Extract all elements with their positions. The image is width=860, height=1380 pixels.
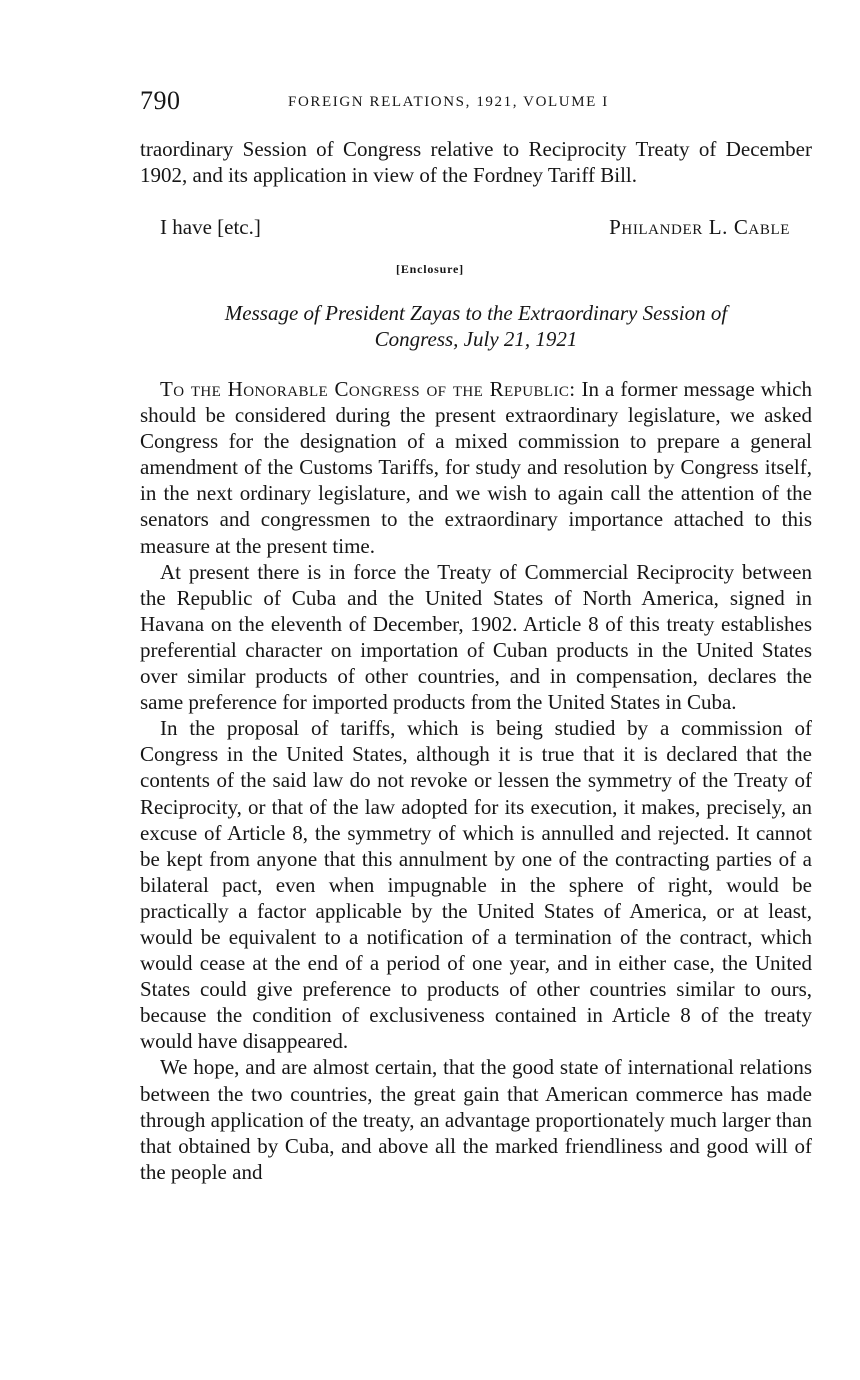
message-title-line-1: Message of President Zayas to the Extraordinary Session of — [224, 301, 728, 325]
enclosure-label: [Enclosure] — [396, 262, 464, 276]
running-head: FOREIGN RELATIONS, 1921, VOLUME I — [288, 94, 609, 110]
page-number: 790 — [140, 86, 181, 115]
page-header — [140, 86, 812, 120]
body-paragraph-1 — [140, 376, 812, 559]
addressee: To the Honorable Congress of the Republic: — [160, 377, 576, 401]
body-paragraph-3: In the proposal of tariffs, which is being studied by a commission of Congress in the United States, although it is true that it is declared that the contents of the said law do not revoke or lessen the symmetry of the Treaty of Reciprocity, or that of the law adopted for its execution, it makes, precisely, an excuse of Article 8, the symmetry of which is annulled and rejected. It cannot be kept from anyone that this annulment by one of the contracting parties of a bilateral pact, even when impugnable in the sphere of right, would be practically a factor applicable by the United States of America, or at least, would be equivalent to a notification of a termination of the contract, which would cease at the end of a period of one year, and in either case, the United States could give preference to products of other countries similar to ours, because the condition of exclusiveness contained in Article 8 of the treaty would have disappeared. — [140, 716, 812, 1054]
message-title — [140, 300, 812, 352]
message-body — [140, 376, 812, 1185]
signoff-greeting: I have [etc.] — [160, 215, 261, 239]
continuation-block — [140, 136, 812, 188]
body-paragraph-1-text: In a former message which should be considered during the present extraordinary legislature, we asked Congress for the designation of a mixed commission to prepare a general amendment of the Customs Tariffs, for study and resolution by Congress itself, in the next ordinary legislature, and we wish to again call the attention of the senators and congressmen to the extraordinary importance attached to this measure at the present time. — [140, 377, 813, 558]
message-title-line-2: Congress, July 21, 1921 — [374, 327, 578, 351]
body-paragraph-2: At present there is in force the Treaty of Commercial Reciprocity between the Republic of Cuba and the United States of North America, signed in Havana on the eleventh of December, 1902. Article 8 of this treaty establishes preferential character on importation of Cuban products in the United States over similar products of other countries, and in compensation, declares the same preference for imported products from the United States in Cuba. — [140, 559, 812, 715]
continuation-paragraph: traordinary Session of Congress relative to Reciprocity Treaty of December 1902, and its application in view of the Fordney Tariff Bill. — [140, 137, 812, 188]
signer-name: Philander L. Cable — [609, 215, 790, 239]
body-paragraph-4: We hope, and are almost certain, that the good state of international relations between the two countries, the great gain that American commerce has made through application of the treaty, an advantage proportionately much larger than that obtained by Cuba, and above all the marked friendliness and good will of the people and — [140, 1055, 812, 1184]
